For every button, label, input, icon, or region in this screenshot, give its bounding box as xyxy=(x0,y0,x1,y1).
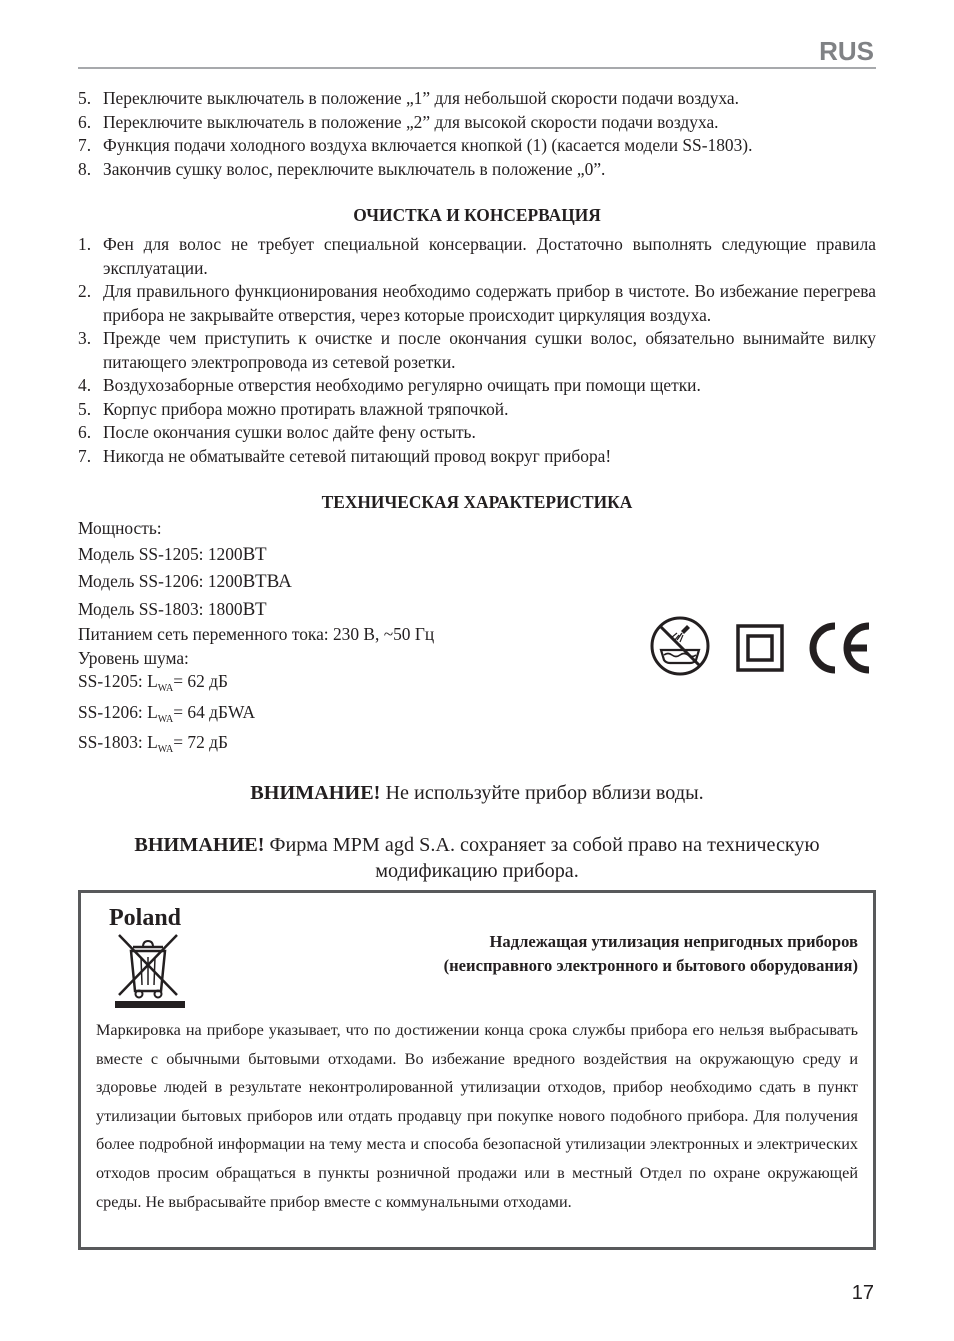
power-model-1206: Модель SS-1206: 1200ВТВА xyxy=(78,571,292,592)
ce-mark-icon xyxy=(807,622,875,674)
country-label: Poland xyxy=(109,905,182,931)
warning-water: ВНИМАНИЕ! Не используйте прибор вблизи воды. xyxy=(250,781,704,804)
power-label: Мощность: xyxy=(78,518,162,538)
noise-1206: SS-1206: $L_{WA}= 64$ дБWA xyxy=(78,701,256,725)
list-item: 4. Воздухозаборные отверстия необходимо регулярно очищать при помощи щетки. xyxy=(78,375,701,395)
list-item: 1. Фен для волос не требует специальной консервации. Достаточно выполнять следующие правила эксплуатации. xyxy=(78,234,876,278)
list-item: 5. Переключите выключатель в положение „1” для небольшой скорости подачи воздуха. xyxy=(78,88,739,108)
list-item: 8. Закончив сушку волос, переключите выключатель в положение „0”. xyxy=(78,158,606,179)
noise-1803: SS-1803: $L_{WA}= 72$ дБ xyxy=(78,732,229,755)
main-content xyxy=(78,87,876,884)
double-insulation-icon xyxy=(736,624,784,672)
disposal-box xyxy=(78,890,876,1250)
power-model-1803: Модель SS-1803: 1800ВТ xyxy=(78,598,267,620)
list-item: 6. После окончания сушки волос дайте фену остыть. xyxy=(78,422,476,442)
list-item: 3. Прежде чем приступить к очистке и после окончания сушки волос, обязательно вынимайте вилку питающего электропровода из сетевой розетки. xyxy=(78,328,876,372)
power-model-1205: Модель SS-1205: 1200ВТ xyxy=(78,543,267,565)
header-rule xyxy=(78,67,876,69)
crossed-bin-icon xyxy=(111,933,186,1009)
noise-1205: SS-1205: $L_{WA}= 62$ дБ xyxy=(78,671,229,694)
power-supply: Питанием сеть переменного тока: 230 В, ~50 Гц xyxy=(78,624,435,644)
certification-icons xyxy=(650,616,876,676)
language-label: RUS xyxy=(819,36,874,66)
tech-heading: ТЕХНИЧЕСКАЯ ХАРАКТЕРИСТИКА xyxy=(321,492,633,512)
list-item: 7. Никогда не обматывайте сетевой питающий провод вокруг прибора! xyxy=(78,445,612,466)
cleaning-list xyxy=(78,233,876,468)
list-item: 6. Переключите выключатель в положение „2” для высокой скорости подачи воздуха. xyxy=(78,111,719,132)
warning-modification: ВНИМАНИЕ! Фирма MPM agd S.A. сохраняет за собой право на техническую модификацию прибора. xyxy=(134,833,820,882)
page-number: 17 xyxy=(851,1282,874,1304)
list-item: 5. Корпус прибора можно протирать влажной тряпочкой. xyxy=(78,398,509,419)
disposal-title: Надлежащая утилизация непригодных приборов (неисправного электронного и бытового оборудования) xyxy=(443,932,858,975)
list-item: 2. Для правильного функционирования необходимо содержать прибор в чистоте. Во избежание перегрева прибора не закрывайте отверстия, через которые происходит циркуляция воздуха. xyxy=(78,281,876,325)
no-water-bath-icon xyxy=(650,616,710,676)
list-item: 7. Функция подачи холодного воздуха включается кнопкой (1) (касается модели SS-1803). xyxy=(78,135,753,155)
noise-label: Уровень шума: xyxy=(78,647,189,668)
usage-list xyxy=(78,87,876,181)
cleaning-heading: ОЧИСТКА И КОНСЕРВАЦИЯ xyxy=(353,205,601,225)
disposal-text: Маркировка на приборе указывает, что по достижении конца срока службы прибора его нельзя выбрасывать вместе с обычными бытовыми отходами. Во избежание вредного воздействия на окружающую среду и здоровье людей в результате неконтролированной утилизации отходов, прибор необходимо сдать в пункт утилизации бытовых приборов или отдать продавцу при покупке нового подобного прибора. Для получения более подробной информации на тему места и способа безопасной утилизации электронных и электрических отходов просим обращаться в пункты розничной продажи или в местный Отдел по охране окружающей среды. Не выбрасывайте прибор вместе с коммунальными отходами. xyxy=(96,1021,858,1211)
